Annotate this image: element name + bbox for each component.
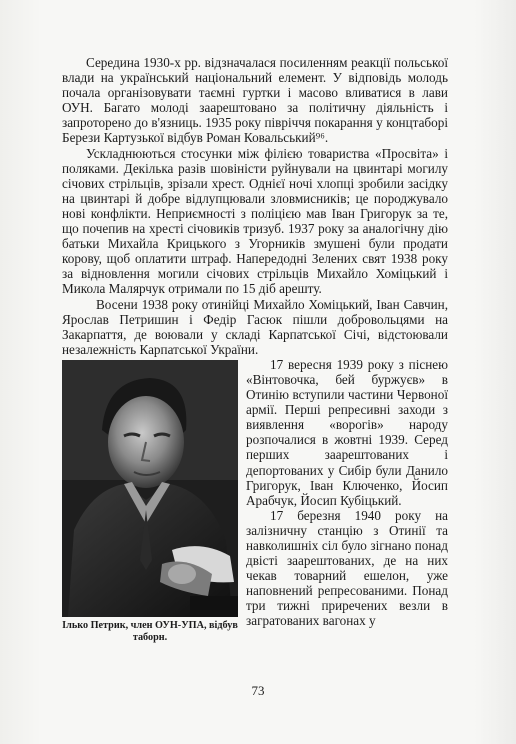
paragraph: Ускладнюються стосунки між філією товариства «Просвіта» і поляками. Декілька разів шовіністи руйнували на цвинтарі могилу січових стрільців, зрізали хрест. Однієї ночі хлопці зробили засідку на цвинтарі й добре відлупцювали зловмисників; це породжувало нові конфлікти. Неприємності з поліцією мав Іван Григорук за те, що почепив на хресті січовиків тризуб. 1937 року за аналогічну дію батьки Михайла Крицького з Угорників змушені були продати корову, щоб оплатити штраф. Напередодні Зелених свят 1938 року за відновлення могили січових стрільців Михайло Хоміцький і Микола Малярчук отримали по 15 діб арешту. <box>62 145 448 297</box>
body-text <box>62 55 448 644</box>
portrait-photo <box>62 360 238 617</box>
paragraph: 17 вересня 1939 року з піснею «Вінтовочка, бей буржуєв» в Отинію вступили частини Червоної армії. Перші репресивні заходи з виявлення «ворогів» народу розпочалися в жовтні 1939. Серед перших заарештованих і депортованих у Сибір були Данило Григорук, Іван Ключенко, Йосип Арабчук, Йосип Кубіцький. <box>246 356 448 508</box>
paragraph: 17 березня 1940 року на залізничну станцію з Отинії та навколишніх сіл було зігнано понад двісті заарештованих, де на них чекав товарний ешелон, уже наповнений репресованими. Понад три тижні приречених везли в загратованих вагонах у <box>246 507 448 629</box>
page-number: 73 <box>251 683 265 698</box>
paragraph: Середина 1930-х рр. відзначалася посиленням реакції польської влади на український національний елемент. У відповідь молодь почала організовувати таємні гуртки і масово вливатися в лави ОУН. Багато молоді заарештовано за політичну діяльність і запроторено до в'язниць. 1935 року півріччя покарання у концтаборі Берези Картузької відбув Роман Ковальський⁹⁶. <box>62 55 448 146</box>
portrait-illustration <box>62 360 238 617</box>
figure <box>62 360 238 644</box>
photo-caption: Ілько Петрик, член ОУН-УПА, відбув таборн. <box>62 619 238 643</box>
paragraph: Восени 1938 року отинійці Михайло Хоміцький, Іван Савчин, Ярослав Петришин і Федір Гасюк пішли добровольцями на Закарпаття, де воювали у складі Карпатської Січі, відстоювали незалежність Карпатської України. <box>62 296 448 357</box>
